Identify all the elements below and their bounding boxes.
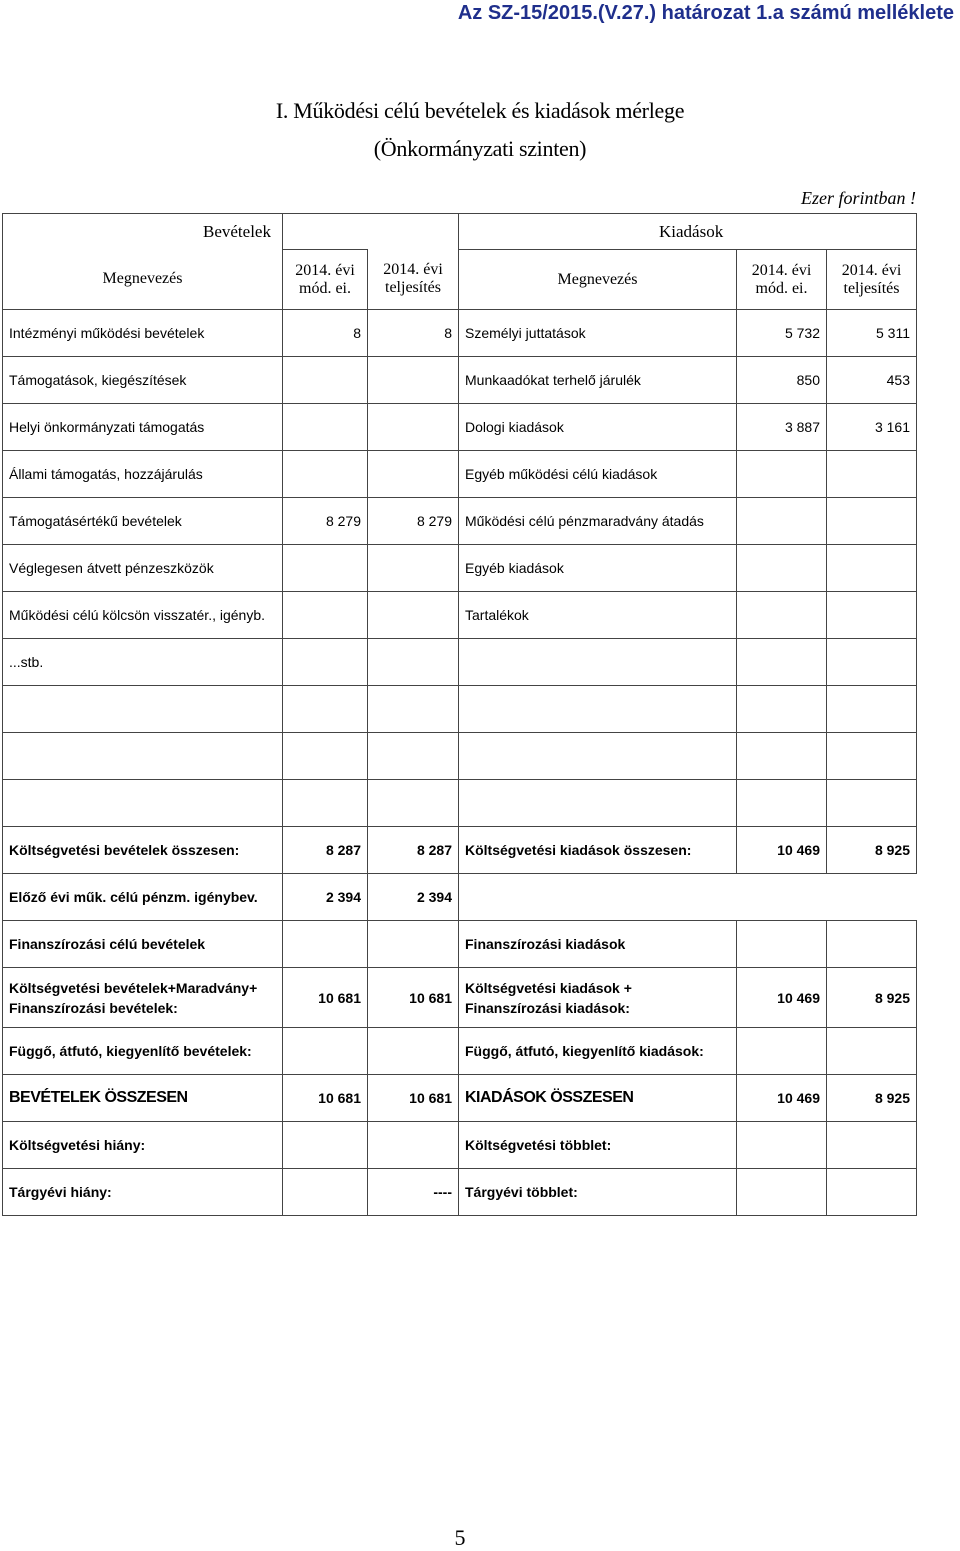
expense-group-header: Kiadások [459, 214, 917, 250]
revenue-label: Állami támogatás, hozzájárulás [3, 451, 283, 498]
header-gap [368, 214, 459, 250]
page-subtitle: (Önkormányzati szinten) [373, 136, 587, 161]
prior-year-act: 2 394 [368, 874, 459, 921]
expense-label: Dologi kiadások [459, 404, 737, 451]
empty-cell [827, 780, 917, 827]
empty-cell [737, 921, 827, 968]
empty-row [3, 733, 917, 780]
empty-cell [368, 1028, 459, 1075]
col-mod-line2: mód. ei. [299, 279, 351, 297]
revenue-mod [283, 592, 368, 639]
empty-cell [368, 686, 459, 733]
col-header-exp-mod [737, 250, 827, 310]
table-row [3, 639, 917, 686]
expense-label: Személyi juttatások [459, 310, 737, 357]
empty-cell [283, 1122, 368, 1169]
expense-label: Egyéb kiadások [459, 545, 737, 592]
empty-cell [368, 733, 459, 780]
empty-cell [737, 686, 827, 733]
year-balance-row [3, 1169, 917, 1216]
pending-revenue-label: Függő, átfutó, kiegyenlítő bevételek: [3, 1028, 283, 1075]
expense-label: Működési célú pénzmaradvány átadás [459, 498, 737, 545]
empty-cell [3, 686, 283, 733]
empty-cell [737, 1122, 827, 1169]
financing-expense-label: Finanszírozási kiadások [459, 921, 737, 968]
grand-revenue-total-mod: 10 681 [283, 1075, 368, 1122]
balance-row [3, 1122, 917, 1169]
revenue-label: ...stb. [3, 639, 283, 686]
col-mod-line2: mód. ei. [755, 279, 808, 297]
budget-expense-total-act: 8 925 [827, 827, 917, 874]
budget-expense-total-label: Költségvetési kiadások összesen: [459, 827, 737, 874]
empty-cell [368, 780, 459, 827]
empty-cell [283, 780, 368, 827]
empty-cell [827, 733, 917, 780]
revenue-act [368, 592, 459, 639]
expense-act: 3 161 [827, 404, 917, 451]
col-mod-line1: 2014. évi [295, 261, 355, 279]
col-header-rev-name: Megnevezés [3, 250, 283, 310]
empty-cell [827, 686, 917, 733]
col-act-line2: teljesítés [385, 279, 441, 297]
revenue-mod [283, 451, 368, 498]
col-header-exp-act [827, 250, 917, 310]
revenue-act [368, 451, 459, 498]
expense-mod: 850 [737, 357, 827, 404]
grand-expense-total-label: KIADÁSOK ÖSSZESEN [459, 1075, 737, 1122]
col-act-line2: teljesítés [843, 279, 900, 297]
financing-row [3, 921, 917, 968]
empty-row [3, 780, 917, 827]
year-deficit-label: Tárgyévi hiány: [3, 1169, 283, 1216]
col-header-rev-mod [283, 250, 368, 310]
expense-mod [737, 451, 827, 498]
col-act-line1: 2014. évi [841, 261, 902, 279]
table-row [3, 404, 917, 451]
expense-act [827, 545, 917, 592]
empty-cell [283, 921, 368, 968]
empty-cell [459, 686, 737, 733]
expense-mod [737, 545, 827, 592]
document-reference: Az SZ-15/2015.(V.27.) határozat 1.a számú melléklete [457, 2, 954, 24]
empty-cell [368, 1122, 459, 1169]
revenue-mod [283, 404, 368, 451]
prior-year-label: Előző évi műk. célú pénzm. igénybev. [3, 874, 283, 921]
budget-expense-total-mod: 10 469 [737, 827, 827, 874]
table-row [3, 498, 917, 545]
empty-cell [737, 733, 827, 780]
combined-total-row [3, 968, 917, 1028]
empty-cell [459, 874, 917, 921]
empty-cell [3, 733, 283, 780]
revenue-group-header [203, 214, 368, 250]
table-row [3, 451, 917, 498]
revenue-act [368, 357, 459, 404]
revenue-mod [283, 545, 368, 592]
budget-revenue-total-label: Költségvetési bevételek összesen: [3, 827, 283, 874]
expense-mod [737, 498, 827, 545]
revenue-mod: 8 279 [283, 498, 368, 545]
empty-cell [283, 686, 368, 733]
revenue-label: Véglegesen átvett pénzeszközök [3, 545, 283, 592]
group-header-row [3, 214, 917, 250]
expense-mod [737, 592, 827, 639]
combined-revenue-mod: 10 681 [283, 968, 368, 1028]
combined-expense-label: Költségvetési kiadások + Finanszírozási kiadások: [459, 968, 737, 1028]
empty-cell [827, 921, 917, 968]
col-header-exp-name: Megnevezés [459, 250, 737, 310]
revenue-act [368, 404, 459, 451]
grand-total-row [3, 1075, 917, 1122]
revenue-group-label: Bevételek [203, 222, 271, 241]
empty-cell [368, 921, 459, 968]
expense-mod [737, 639, 827, 686]
expense-label [459, 639, 737, 686]
column-header-row [3, 250, 917, 310]
revenue-act [368, 545, 459, 592]
unit-note: Ezer forintban ! [801, 188, 916, 208]
table-row [3, 357, 917, 404]
table-row [3, 310, 917, 357]
empty-cell [283, 1028, 368, 1075]
prior-year-row [3, 874, 917, 921]
expense-mod: 5 732 [737, 310, 827, 357]
col-header-rev-act [368, 250, 459, 310]
empty-cell [283, 733, 368, 780]
combined-revenue-act: 10 681 [368, 968, 459, 1028]
financing-revenue-label: Finanszírozási célú bevételek [3, 921, 283, 968]
empty-cell [827, 1169, 917, 1216]
table-row [3, 545, 917, 592]
empty-cell [827, 1122, 917, 1169]
expense-act: 453 [827, 357, 917, 404]
empty-cell [459, 780, 737, 827]
empty-cell [737, 780, 827, 827]
revenue-label: Támogatásértékű bevételek [3, 498, 283, 545]
expense-act [827, 498, 917, 545]
revenue-act: 8 279 [368, 498, 459, 545]
prior-year-mod: 2 394 [283, 874, 368, 921]
expense-label: Tartalékok [459, 592, 737, 639]
revenue-mod: 8 [283, 310, 368, 357]
year-surplus-label: Tárgyévi többlet: [459, 1169, 737, 1216]
revenue-mod [283, 639, 368, 686]
revenue-act [368, 639, 459, 686]
table-row [3, 592, 917, 639]
combined-expense-mod: 10 469 [737, 968, 827, 1028]
empty-cell [283, 1169, 368, 1216]
page-number: 5 [454, 1525, 466, 1550]
revenue-mod [283, 357, 368, 404]
revenue-label: Működési célú kölcsön visszatér., igényb. [3, 592, 283, 639]
pending-expense-label: Függő, átfutó, kiegyenlítő kiadások: [459, 1028, 737, 1075]
budget-surplus-label: Költségvetési többlet: [459, 1122, 737, 1169]
empty-cell [459, 733, 737, 780]
empty-cell [737, 1028, 827, 1075]
budget-revenue-total-mod: 8 287 [283, 827, 368, 874]
expense-act [827, 592, 917, 639]
combined-revenue-label: Költségvetési bevételek+Maradvány+ Finanszírozási bevételek: [3, 968, 283, 1028]
grand-revenue-total-label: BEVÉTELEK ÖSSZESEN [3, 1075, 283, 1122]
budget-revenue-total-act: 8 287 [368, 827, 459, 874]
expense-act [827, 451, 917, 498]
col-mod-line1: 2014. évi [751, 261, 812, 279]
revenue-label: Intézményi működési bevételek [3, 310, 283, 357]
expense-act [827, 639, 917, 686]
budget-total-row [3, 827, 917, 874]
year-deficit-act: ---- [368, 1169, 459, 1216]
empty-cell [827, 1028, 917, 1075]
pending-row [3, 1028, 917, 1075]
budget-deficit-label: Költségvetési hiány: [3, 1122, 283, 1169]
expense-mod: 3 887 [737, 404, 827, 451]
revenue-act: 8 [368, 310, 459, 357]
empty-cell [3, 780, 283, 827]
empty-cell [737, 1169, 827, 1216]
expense-act: 5 311 [827, 310, 917, 357]
expense-label: Egyéb működési célú kiadások [459, 451, 737, 498]
page-title: I. Működési célú bevételek és kiadások mérlege [275, 98, 685, 123]
col-act-line1: 2014. évi [383, 261, 443, 279]
budget-table [2, 213, 917, 1216]
revenue-label: Támogatások, kiegészítések [3, 357, 283, 404]
revenue-label: Helyi önkormányzati támogatás [3, 404, 283, 451]
grand-expense-total-mod: 10 469 [737, 1075, 827, 1122]
combined-expense-act: 8 925 [827, 968, 917, 1028]
empty-row [3, 686, 917, 733]
grand-revenue-total-act: 10 681 [368, 1075, 459, 1122]
expense-label: Munkaadókat terhelő járulék [459, 357, 737, 404]
grand-expense-total-act: 8 925 [827, 1075, 917, 1122]
